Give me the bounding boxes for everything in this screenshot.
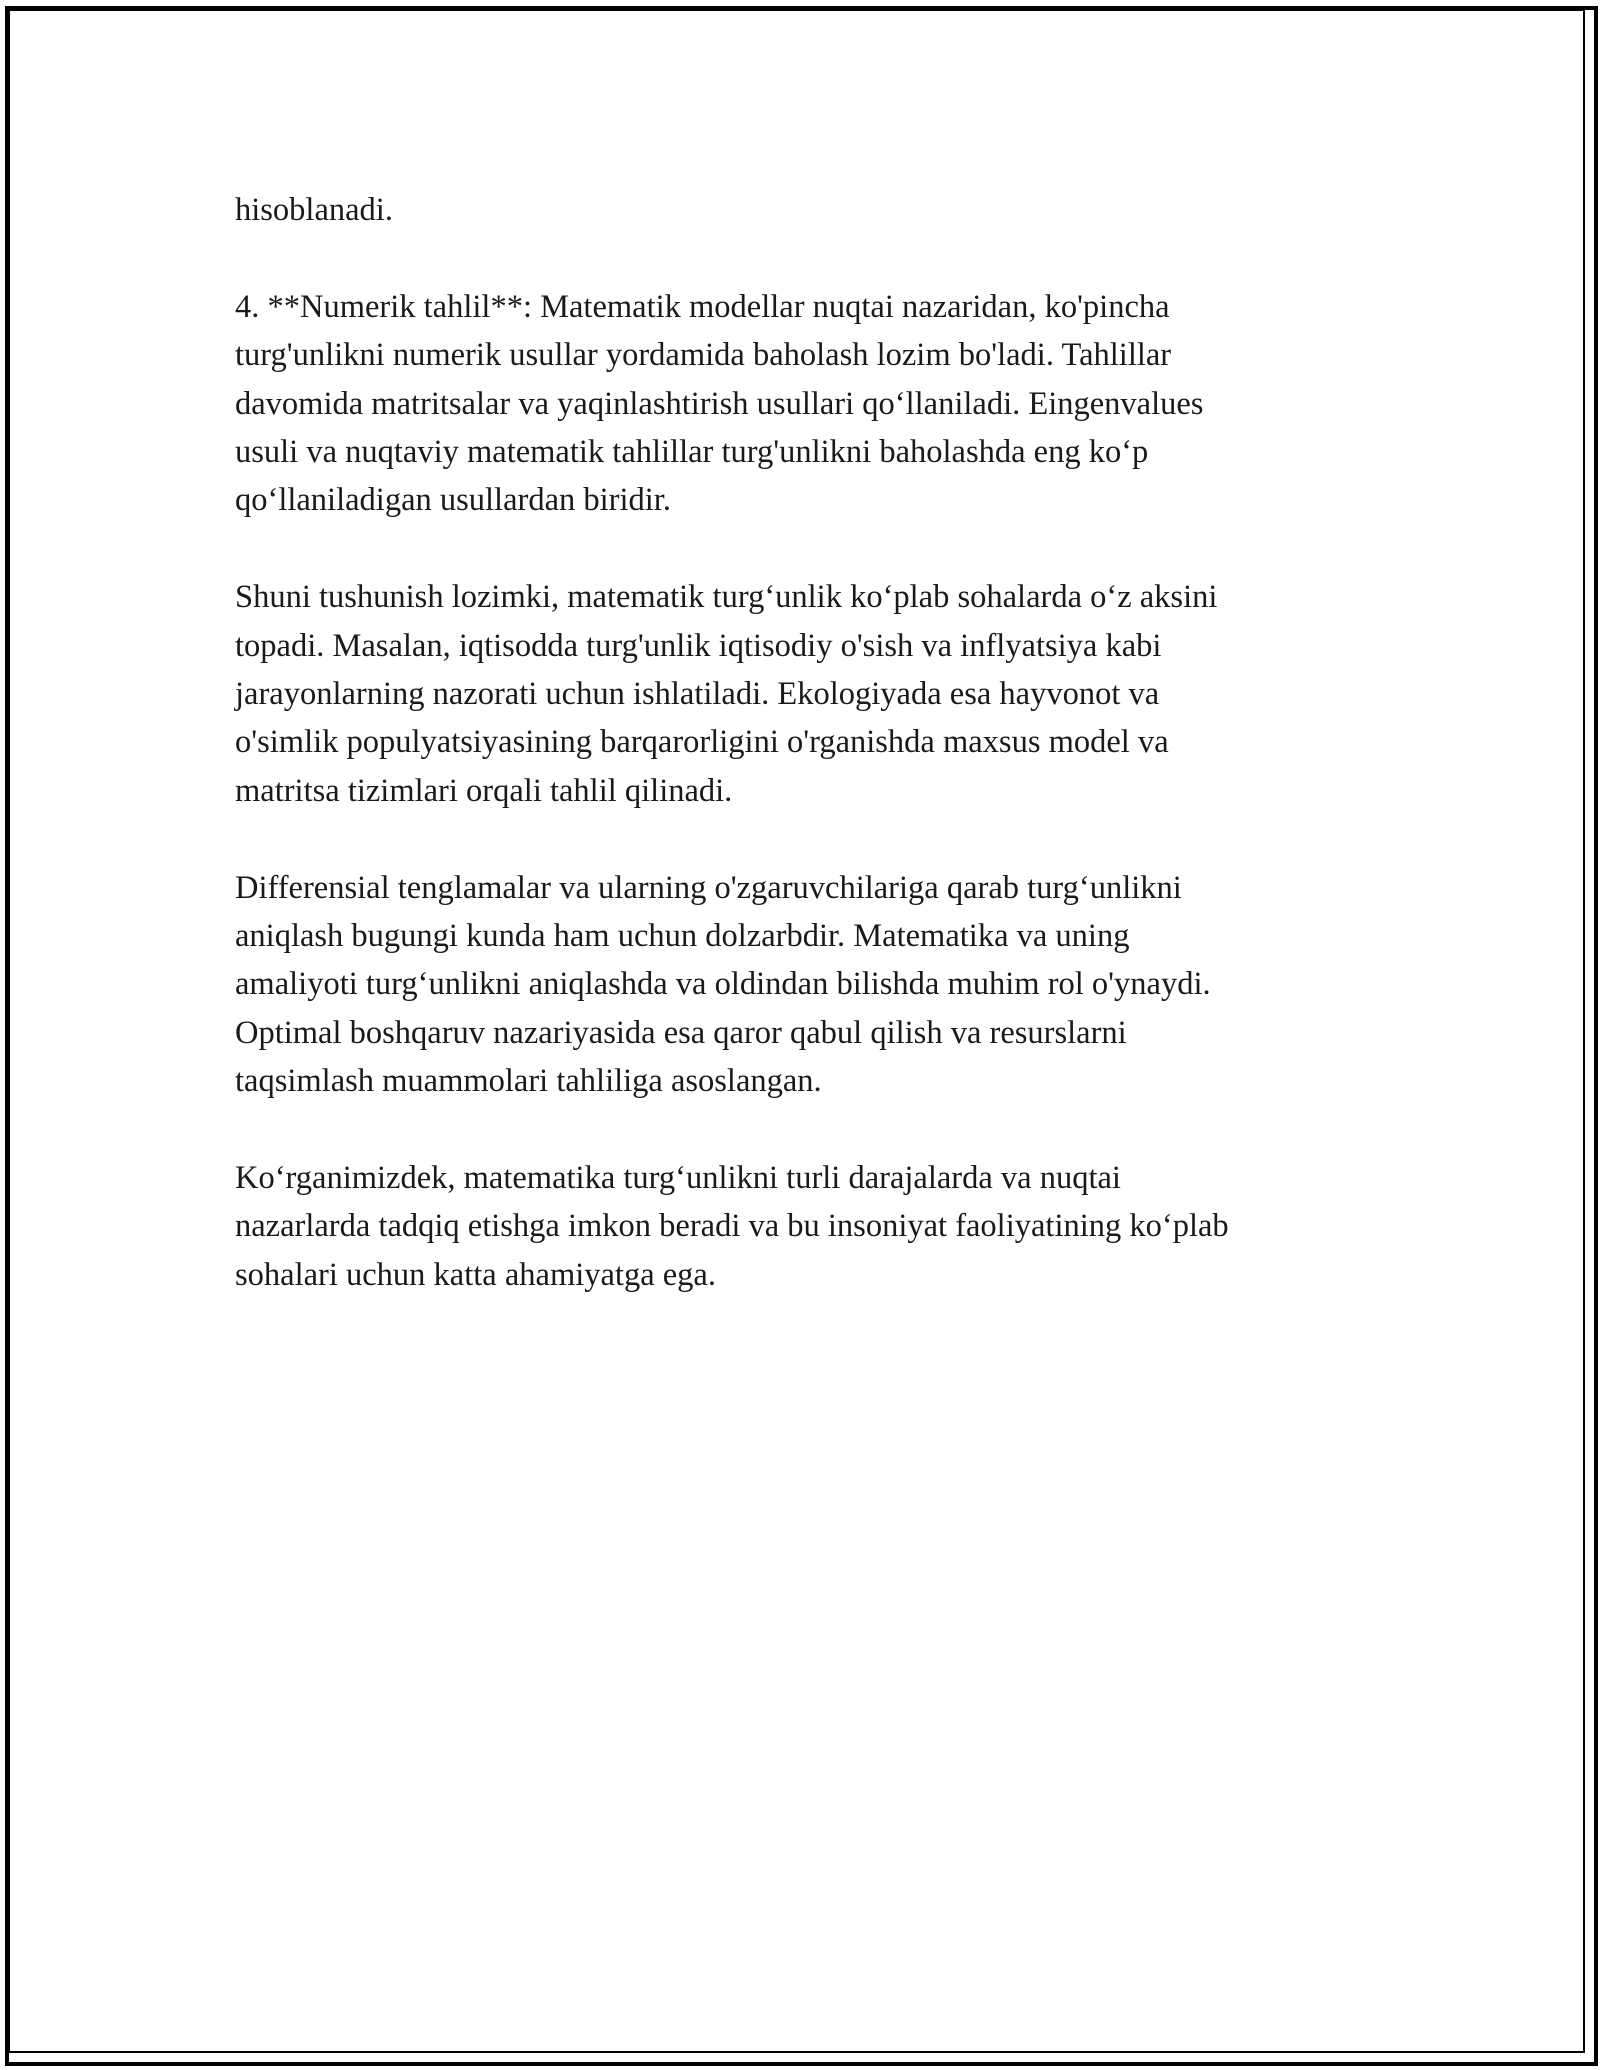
text-line: Shuni tushunish lozimki, matematik turg‘unlik ko‘plab sohalarda o‘z aksini [235, 579, 1218, 616]
text-line: 4. **Numerik tahlil**: Matematik modellar nuqtai nazaridan, ko'pincha [235, 288, 1170, 325]
text-line: jarayonlarning nazorati uchun ishlatiladi. Ekologiyada esa hayvonot va [235, 676, 1160, 713]
text-line: topadi. Masalan, iqtisodda turg'unlik iqtisodiy o'sish va inflyatsiya kabi [235, 627, 1162, 664]
text-line: qo‘llaniladigan usullardan biridir. [235, 482, 671, 519]
text-line: turg'unlikni numerik usullar yordamida baholash lozim bo'ladi. Tahlillar [235, 337, 1172, 374]
text-line: nazarlarda tadqiq etishga imkon beradi va bu insoniyat faoliyatining ko‘plab [235, 1208, 1229, 1245]
text-line: Differensial tenglamalar va ularning o'zgaruvchilariga qarab turg‘unlikni [235, 869, 1182, 906]
paragraph [235, 283, 1385, 525]
text-line: sohalari uchun katta ahamiyatga ega. [235, 1256, 716, 1293]
paragraph [235, 186, 1385, 234]
text-line: davomida matritsalar va yaqinlashtirish usullari qo‘llaniladi. Eingenvalues [235, 385, 1204, 422]
text-line: o'simlik populyatsiyasining barqarorligini o'rganishda maxsus model va [235, 724, 1169, 761]
text-line: aniqlash bugungi kunda ham uchun dolzarbdir. Matematika va uning [235, 918, 1130, 955]
paragraph [235, 573, 1385, 815]
paragraph [235, 1154, 1385, 1299]
text-line: Optimal boshqaruv nazariyasida esa qaror qabul qilish va resurslarni [235, 1014, 1127, 1051]
paragraph [235, 864, 1385, 1106]
text-line: amaliyoti turg‘unlikni aniqlashda va oldindan bilishda muhim rol o'ynaydi. [235, 966, 1211, 1003]
document-body [235, 186, 1385, 1348]
text-line: taqsimlash muammolari tahliliga asoslangan. [235, 1063, 822, 1100]
text-line: matritsa tizimlari orqali tahlil qilinadi. [235, 772, 733, 809]
text-line: usuli va nuqtaviy matematik tahlillar turg'unlikni baholashda eng ko‘p [235, 434, 1149, 471]
text-line: hisoblanadi. [235, 192, 393, 228]
text-line: Ko‘rganimizdek, matematika turg‘unlikni turli darajalarda va nuqtai [235, 1160, 1121, 1197]
